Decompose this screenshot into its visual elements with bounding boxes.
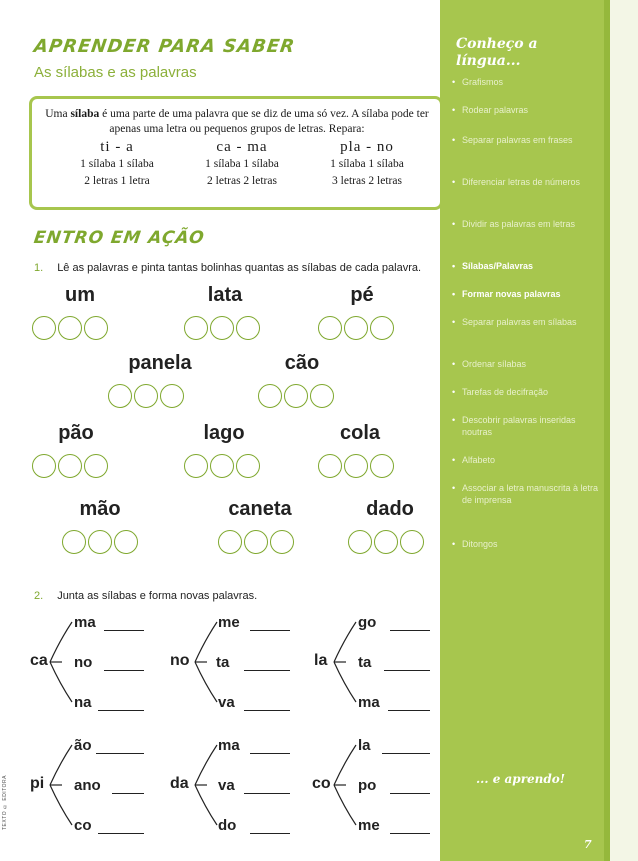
sidebar-item-active: • Formar novas palavras [452,288,602,300]
sidebar-item: • Diferenciar letras de números [452,176,602,188]
tree-branch: la [358,737,371,754]
answer-blank[interactable] [98,710,144,711]
tree-stem: pi [30,775,45,792]
example-syllables: 1 sílaba 1 sílaba [330,158,404,170]
sidebar-item: • Tarefas de decifração [452,386,602,398]
answer-blank[interactable] [250,833,290,834]
word-lago: lago [203,422,245,444]
example-word: ca - ma [216,139,268,155]
example-letters: 2 letras 2 letras [207,175,277,187]
word-dado: dado [366,498,414,520]
sidebar-item: • Rodear palavras [452,104,602,116]
answer-blank[interactable] [104,670,144,671]
answer-blank[interactable] [112,793,144,794]
word-pao: pão [58,422,94,444]
word-cola: cola [339,422,381,444]
tree-branch: ma [218,737,240,754]
tree-branch: ta [358,654,372,671]
tree-branch: ma [358,694,380,711]
example-letters: 2 letras 1 letra [84,175,150,187]
answer-blank[interactable] [244,793,290,794]
tree-branch: no [74,654,93,671]
word-cao: cão [284,352,320,374]
word-caneta: caneta [228,498,292,520]
example-syllables: 1 sílaba 1 sílaba [205,158,279,170]
sidebar-footer: ... e aprendo! [476,772,566,786]
tree-branch: na [74,694,92,711]
answer-blank[interactable] [244,670,290,671]
answer-blank[interactable] [390,833,430,834]
exercise-section-title: ENTRO EM AÇÃO [32,228,206,248]
word-pe: pé [350,284,374,306]
answer-blank[interactable] [382,753,430,754]
word-lata: lata [207,284,243,306]
tree-branch: va [218,694,235,711]
definition-text: Uma sílaba é uma parte de uma palavra que se diz de uma só vez. A sílaba pode ter apenas uma letra ou pequenos grupos de letras. Repara: [45,108,429,135]
tree-branch: ão [74,737,92,754]
example-word: ti - a [100,139,134,155]
tree-stem: ca [30,652,48,669]
sidebar-item: • Ordenar sílabas [452,358,602,370]
answer-blank[interactable] [250,753,290,754]
sidebar-item: • Alfabeto [452,454,602,466]
answer-blank[interactable] [384,670,430,671]
question-1: 1. Lê as palavras e pinta tantas bolinhas quantas as sílabas de cada palavra. [34,262,422,274]
sidebar-item: • Ditongos [452,538,602,550]
edge-strip [610,0,638,861]
tree-stem: da [170,775,189,792]
sidebar-item: • Associar a letra manuscrita à letra de imprensa [452,482,602,506]
tree-stem: la [314,652,328,669]
answer-blank[interactable] [250,630,290,631]
tree-branch: go [358,614,377,631]
page-number: 7 [584,838,592,851]
sidebar-item: • Dividir as palavras em letras [452,218,602,230]
tree-branch: me [358,817,380,834]
question-2: 2. Junta as sílabas e forma novas palavras. [34,590,258,602]
sidebar-item: • Separar palavras em frases [452,134,602,146]
tree-branch: ma [74,614,96,631]
sidebar-title: Conheço a língua... [456,36,538,69]
sidebar-item-active: • Sílabas/Palavras [452,260,602,272]
answer-blank[interactable] [244,710,290,711]
word-panela: panela [128,352,192,374]
example-word: pla - no [340,139,394,155]
tree-stem: co [312,775,331,792]
section-title: APRENDER PARA SABER [32,36,297,57]
sidebar-item: • Descobrir palavras inseridas noutras [452,414,602,438]
tree-branch: do [218,817,237,834]
word-um: um [65,284,95,306]
word-mao: mão [79,498,121,520]
tree-branch: co [74,817,92,834]
tree-branch: ta [216,654,230,671]
tree-stem: no [170,652,190,669]
answer-blank[interactable] [104,630,144,631]
tree-branch: po [358,777,377,794]
sidebar-item: • Separar palavras em sílabas [452,316,602,328]
answer-blank[interactable] [390,793,430,794]
tree-branch: me [218,614,240,631]
sidebar-item: • Grafismos [452,76,602,88]
answer-blank[interactable] [98,833,144,834]
tree-branch: ano [74,777,101,794]
answer-blank[interactable] [388,710,430,711]
answer-blank[interactable] [96,753,144,754]
answer-blank[interactable] [390,630,430,631]
example-syllables: 1 sílaba 1 sílaba [80,158,154,170]
copyright-note: TEXTO © EDITORA [2,775,8,830]
section-subtitle: As sílabas e as palavras [34,64,197,81]
tree-branch: va [218,777,235,794]
example-letters: 3 letras 2 letras [332,175,402,187]
